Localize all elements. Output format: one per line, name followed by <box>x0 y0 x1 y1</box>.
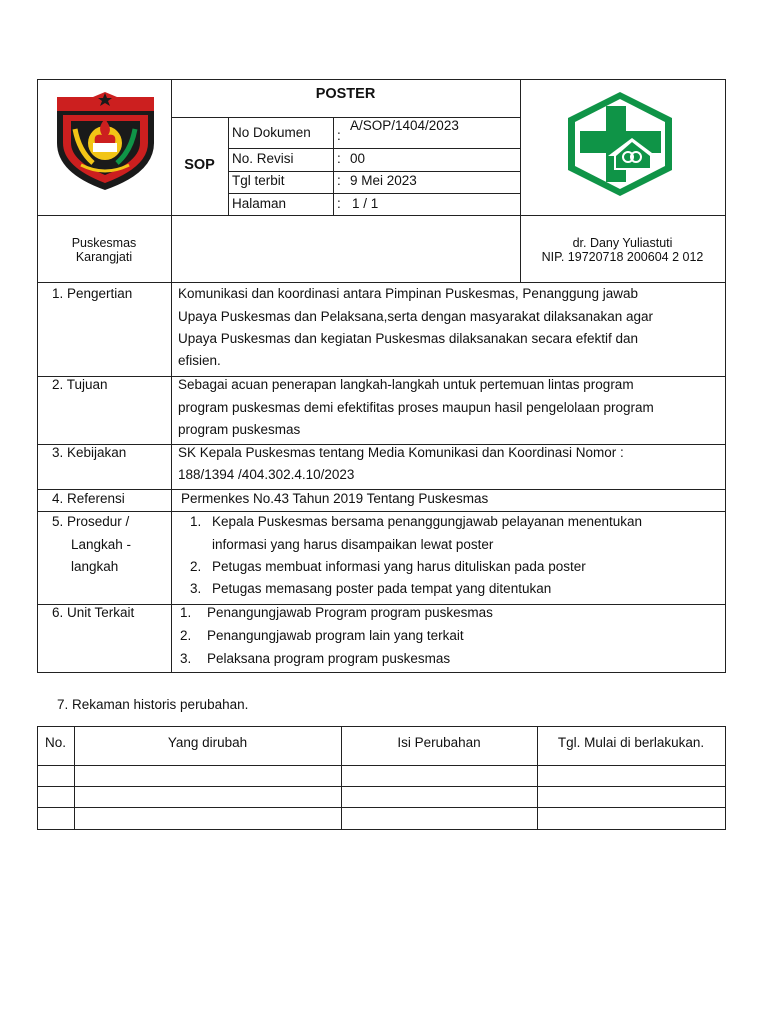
signer-name: dr. Dany Yuliastuti <box>572 236 673 250</box>
section-label-kebijakan: 3. Kebijakan <box>52 445 127 460</box>
document-title: POSTER <box>315 86 376 102</box>
section-label-pengertian: 1. Pengertian <box>52 286 133 301</box>
prosedur-item-text: informasi yang harus disampaikan lewat poster <box>212 537 494 552</box>
regional-emblem-logo <box>53 91 158 193</box>
referensi-line: Permenkes No.43 Tahun 2019 Tentang Puskesmas <box>181 491 489 506</box>
tujuan-line: program puskesmas <box>178 422 301 437</box>
unit-item-number: 3. <box>180 651 192 666</box>
org-name-line2: Karangjati <box>75 250 133 264</box>
unit-item-text: Pelaksana program program puskesmas <box>207 651 451 666</box>
field-value-no-revisi: 00 <box>350 151 366 166</box>
prosedur-item-number: 1. <box>190 514 202 529</box>
unit-item-text: Penangungjawab program lain yang terkait <box>207 628 464 643</box>
field-sep: : <box>337 173 341 188</box>
kebijakan-line: 188/1394 /404.302.4.10/2023 <box>178 467 355 482</box>
field-value-halaman: 1 / 1 <box>352 196 379 211</box>
prosedur-item-number: 3. <box>190 581 202 596</box>
history-title: 7. Rekaman historis perubahan. <box>57 697 249 712</box>
pengertian-line: Upaya Puskesmas dan kegiatan Puskesmas dilaksanakan secara efektif dan <box>178 331 639 346</box>
unit-item-number: 1. <box>180 605 192 620</box>
field-sep: : <box>337 196 341 211</box>
section-label-prosedur: langkah <box>71 559 119 574</box>
prosedur-item-text: Kepala Puskesmas bersama penanggungjawab pelayanan menentukan <box>212 514 643 529</box>
history-column-header: No. <box>44 735 66 750</box>
puskesmas-logo <box>566 90 674 198</box>
section-label-tujuan: 2. Tujuan <box>52 377 108 392</box>
kebijakan-line: SK Kepala Puskesmas tentang Media Komunikasi dan Koordinasi Nomor : <box>178 445 624 460</box>
sop-label: SOP <box>184 157 215 173</box>
field-label-halaman: Halaman <box>232 196 287 211</box>
section-label-prosedur: Langkah - <box>71 537 132 552</box>
pengertian-line: Upaya Puskesmas dan Pelaksana,serta dengan masyarakat dilaksanakan agar <box>178 309 654 324</box>
field-label-tgl-terbit: Tgl terbit <box>232 173 285 188</box>
prosedur-item-number: 2. <box>190 559 202 574</box>
prosedur-item-text: Petugas membuat informasi yang harus dituliskan pada poster <box>212 559 586 574</box>
signer-nip: NIP. 19720718 200604 2 012 <box>541 250 704 264</box>
field-value-tgl-terbit: 9 Mei 2023 <box>350 173 417 188</box>
unit-item-text: Penangungjawab Program program puskesmas <box>207 605 493 620</box>
field-sep: : <box>337 151 341 166</box>
section-label-unit-terkait: 6. Unit Terkait <box>52 605 135 620</box>
pengertian-line: efisien. <box>178 353 221 368</box>
field-label-no-dokumen: No Dokumen <box>232 125 311 140</box>
tujuan-line: Sebagai acuan penerapan langkah-langkah untuk pertemuan lintas program <box>178 377 634 392</box>
history-column-header: Tgl. Mulai di berlakukan. <box>557 735 705 750</box>
prosedur-item-text: Petugas memasang poster pada tempat yang ditentukan <box>212 581 552 596</box>
history-column-header: Yang dirubah <box>167 735 248 750</box>
org-name-line1: Puskesmas <box>71 236 137 250</box>
pengertian-line: Komunikasi dan koordinasi antara Pimpinan Puskesmas, Penanggung jawab <box>178 286 639 301</box>
field-value-no-dokumen: A/SOP/1404/2023 <box>350 118 459 133</box>
tujuan-line: program puskesmas demi efektifitas proses maupun hasil pengelolaan program <box>178 400 654 415</box>
section-label-prosedur: 5. Prosedur / <box>52 514 130 529</box>
field-label-no-revisi: No. Revisi <box>232 151 294 166</box>
history-column-header: Isi Perubahan <box>397 735 481 750</box>
unit-item-number: 2. <box>180 628 192 643</box>
field-sep: : <box>337 128 341 143</box>
section-label-referensi: 4. Referensi <box>52 491 125 506</box>
